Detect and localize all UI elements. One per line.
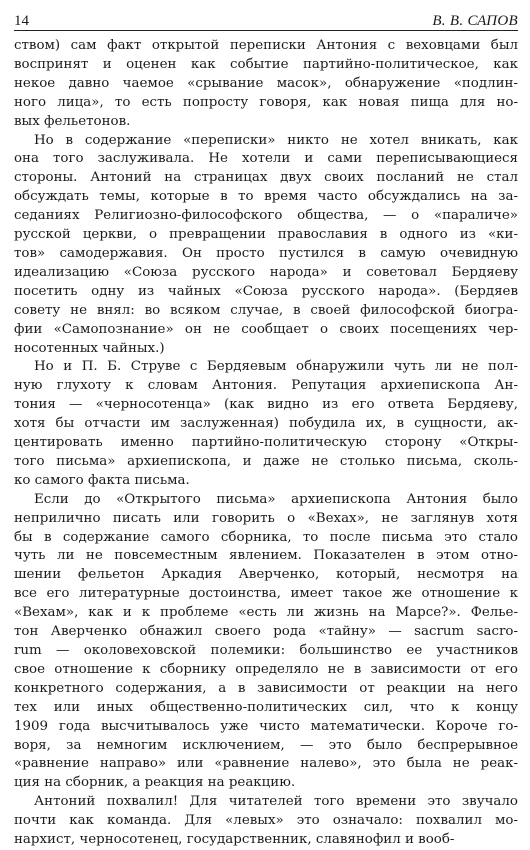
text-line: бы в содержание самого сборника, то после письма это стало [14, 529, 518, 545]
text-line: ного лица», то есть попросту говоря, как новая пища для но- [14, 94, 518, 110]
text-line: ция на сборник, а реакция на реакцию. [14, 775, 296, 791]
text-line: воря, за немногим исключением, — это было беспрерывное [14, 737, 518, 753]
text-line: она того заслуживала. Не хотели и сами переписывающиеся [14, 151, 518, 167]
text-line: ную глухоту к словам Антония. Репутация архиепископа Ан- [14, 378, 518, 394]
page-number: 14 [14, 13, 29, 29]
text-line: воспринят и оценен как событие партийно-политическое, как [14, 56, 518, 72]
text-line: идеализацию «Союза русского народа» и советовал Бердяеву [14, 264, 518, 280]
paragraph [14, 358, 518, 490]
text-line: вых фельетонов. [14, 113, 131, 129]
body-text [14, 37, 518, 850]
text-line: чуть ли не повсеместным явлением. Показателен в этом отно- [14, 548, 518, 564]
text-line: свое отношение к сборнику определяло не в зависимости от его [14, 661, 518, 677]
paragraph [14, 132, 518, 359]
text-line: почти как команда. Для «левых» это означало: похвалил мо- [14, 813, 518, 829]
text-line: нархист, черносотенец, государственник, славянофил и вооб- [14, 832, 455, 848]
paragraph [14, 491, 518, 794]
text-line: «Вехам», как и к проблеме «есть ли жизнь на Марсе?». Фельe- [14, 605, 518, 621]
text-line: стороны. Антоний на страницах двух своих посланий не стал [14, 170, 518, 186]
text-line: тех или иных общественно-политических сил, что к концу [14, 699, 518, 715]
text-line: ко самого факта письма. [14, 472, 190, 488]
text-line: тов» самодержавия. Он просто пустился в самую очевидную [14, 245, 518, 261]
text-line: седаниях Религиозно-философского общества, — о «параличе» [14, 208, 518, 224]
text-line: тония — «черносотенца» (как видно из его ответа Бердяеву, [14, 397, 518, 413]
text-line: посетить одну из чайных «Союза русского народа». (Бердяев [14, 283, 518, 299]
text-line: тон Аверченко обнажил своего рода «тайну» — sacrum sacro- [14, 624, 518, 640]
text-line: совету не внял: во всяком случае, в своей философской биогра- [14, 302, 518, 318]
running-header [14, 8, 518, 31]
text-line: центировать именно партийно-политическую сторону «Откры- [14, 435, 518, 451]
text-line: хотя бы отчасти им заслуженная) побудила их, в сущности, ак- [14, 416, 518, 432]
text-line: конкретного содержания, а в зависимости от реакции на него [14, 680, 518, 696]
book-page [14, 8, 518, 850]
running-head-author: В. В. САПОВ [432, 13, 518, 29]
text-line: обсуждать темы, которые в то время часто обсуждались на за- [14, 189, 518, 205]
text-line: «равнение направо» или «равнение налево», это была не реак- [14, 756, 518, 772]
text-line: русской церкви, о превращении православия в одного из «ки- [14, 227, 518, 243]
text-line: 1909 года высчитывалось уже чисто математически. Короче го- [14, 718, 518, 734]
text-line: шении фельетон Аркадия Аверченко, который, несмотря на [14, 567, 518, 583]
text-line: ством) сам факт открытой переписки Антония с веховцами был [14, 38, 518, 53]
text-line: носотенных чайных.) [14, 340, 165, 356]
text-line: все его литературные достоинства, имеет такое же отношение к [14, 586, 518, 602]
text-line: фии «Самопознание» он не сообщает о своих посещениях чер- [14, 321, 518, 337]
text-line: Антоний похвалил! Для читателей того времени это звучало [34, 794, 518, 810]
text-line: Но и П. Б. Струве с Бердяевым обнаружили чуть ли не пол- [34, 359, 518, 375]
paragraph [14, 37, 518, 132]
text-line: Если до «Открытого письма» архиепископа Антония было [34, 491, 518, 507]
text-line: неприлично писать или говорить о «Вехах», не заглянув хотя [14, 510, 518, 526]
text-line: некое давно чаемое «срывание масок», обнаружение «подлин- [14, 75, 518, 91]
text-line: rum — околовеховской полемики: большинство ее участников [14, 643, 518, 658]
text-line: того письма» архиепископа, и даже не столько письма, сколь- [14, 453, 518, 469]
paragraph [14, 793, 518, 850]
text-line: Но в содержание «переписки» никто не хотел вникать, как [34, 132, 518, 148]
